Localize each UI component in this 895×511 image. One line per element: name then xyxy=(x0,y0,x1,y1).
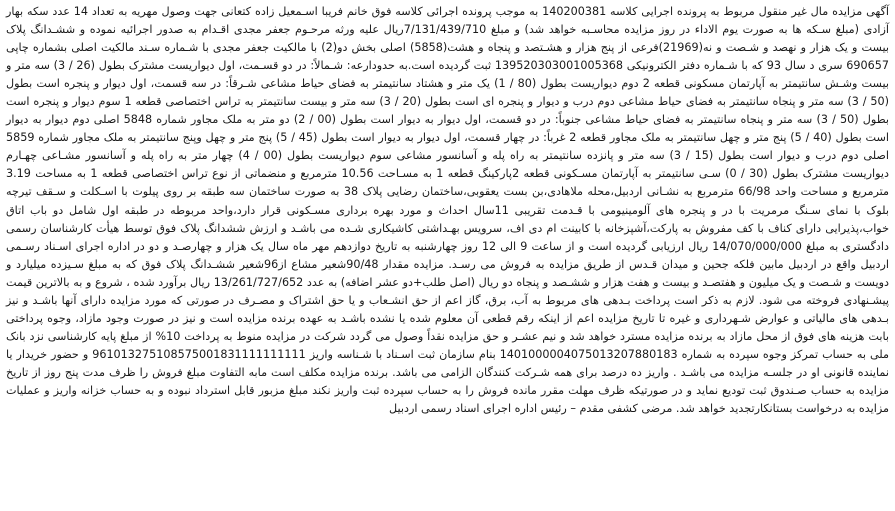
auction-notice-text: آگهی مزایده مال غیر منقول مربوط به پرونده اجرایی کلاسه 140200381 به موجب پرونده اجرائی کلاسه فوق خانم فریبا اسـمعیل زاده کتعانی جهت وصول مهریه به تعداد 14 عدد سکه بهار آزادی (مبلغ سـکه ها به صورت یوم الاداء در روز مزایده محاسـبه خواهد شد) و مبلغ 7/131/439/710ریال علیه ورثه مرحـوم جعفر مجدی اقـدام به صدور اجرائیه نموده و ششـدانگ پلاک بیست و یک هزار و نهصد و شـصت و نه(21969)فرعی از پنج هزار و هشـتصد و پنجاه و هشت(5858) اصلی بخش دو(2) با مالکیت جعفر مجدی با شـماره سـند مالکیت اصلی بشماره چاپی 690657 سری د سال 93 که با شـماره دفتر الکترونیکی 139520303001005368 ثبت گردیده است.به حدودارعه: شـمالاً: در دو قسـمت، اول دیواریست مشترک بطول (26 / 3) سه متر و بیست وشـش سانتیمتر به آپارتمان مسکونی قطعه 2 دوم دیواریست بطول (80 / 1) یک متر و هشتاد سانتیمتر به فضای حیاط مشاعی شـرقاً: در سه قسمت، اول دیوار و پنجره است بطول (50 / 3) سه متر و پنجاه سانتیمتر به فضای حیاط مشاعی دوم درب و دیوار و پنجره ای است بطول (20 / 3) سه متر و بیست سانتیمتر به تراس اختصاصی قطعه 1 سوم دیوار و پنجره است بطول (50 / 3) سه متر و پنجاه سانتیمتر به فضای حیاط مشاعی جنوباً: در دو قسمت، اول دیوار به دیوار است بطول (00 / 2) دو متر به ملک مجاور شماره 5848 اصلی دوم دیوار به دیوار است بطول (40 / 5) پنج متر و چهل سانتیمتر به ملک مجاور قطعه 2 غرباً: در چهار قسمت، اول دیوار به دیوار است بطول (45 / 5) پنج متر و چهل وپنج سانتیمتر به ملک مجاور شماره 5859 اصلی دوم درب و دیوار است بطول (15 / 3) سه متر و پانزده سانتیمتر به راه پله و آسانسور مشاعی سوم دیواریست بطول (00 / 4) چهار متر به راه پله و آسانسور مشـاعی چهـارم دیواریست مشترک بطول (30 / 0) سـی سانتیمتر به آپارتمان مسـکونی قطعه 2پارکینگ قطعه 1 به مسـاحت 10.56 مترمربع و منضماتی از نوع تراس اختصاصی قطعه 1 به مساحت 3.19 مترمربع و مساحت واحد 66/98 مترمربع به نشـانی اردبیل،محله ملاهادی،بن بست یعقوبی،ساختمان رضایی پلاک 38 به صورت ساختمان سه طبقه بر روی پیلوت با اسـکلت و سـقف تیرچه بلوک با نمای سـنگ مرمریت با در و پنجره های آلومینیومی با قـدمت تقریبی 11سال احداث و مورد بهره برداری مسـکونی قرار دارد،واحد مربوطه در طبقه اول شامل دو باب اتاق خواب،پذیرایی دارای کناف با کف مفروش به پارکت،آشپزخانه با کابینت ام دی اف، سرویس بهـداشتی کاشیکاری شـده می باشـد و ارزش ششدانگ پلاک فوق توسط هیأت کارشناسان رسمی دادگستری به مبلغ 14/070/000/000 ریال ارزیابی گردیده است و از ساعت 9 الی 12 روز چهارشنبه به تاریخ دوازدهم مهر ماه سال یک هزار و چهارصـد و دو در اداره اجرای اسـناد رسـمی اردبیل واقع در اردبیل مابین فلکه جحین و میدان قـدس از طریق مزایده به فروش می رسـد. مزایده مقدار 90/48شعیر مشاع از96شعیر ششـدانگ پلاک فوق که به مبلغ سـیزده میلیارد و دویست و شـصت و یک میلیون و هفتصـد و بیست و هفت هزار و ششـصد و پنجاه دو ریال (اصل طلب+دو عشر اضافه) به عدد 13/261/727/652 ریال برآورد شده ، شروع و به بالاترین قیمت پیشـنهادی فروخته می شود. لازم به ذکر است پرداخت بـدهی های مربوط به آب، برق، گاز اعم از حق انشـعاب و یا حق اشتراک و مصـرف در صورتی که مورد مزایده دارای آنها باشـد و نیز بـدهی های مالیاتی و عوارض شـهرداری و غیره تا تاریخ مزایده اعم از اینکه رقم قطعی آن معلوم شده یا نشده باشـد به عهده برنده مزایده است و نیز در صورت وجود مازاد، وجوه پرداختی بابت هزینه های فوق از محل مازاد به برنده مزایده مسترد خواهد شد و نیم عشـر و حق مزایده نقداً وصول می گردد شرکت در مزایده منوط به پرداخت 10% از مبلغ پایه کارشناسی نزد بانک ملی به حساب تمرکز وجوه سپرده به شماره 1401000004075013207880183 بنام سازمان ثبت اسـناد با شـناسه واریز 961013275108575001831111111111 و حضور خریدار یا نماینده قانونی او در جلسـه مزایده می باشـد . واریز ده درصد برای همه شـرکت کنندگان الزامی می باشد. برنده مزایده مکلف است مابه التفاوت مبلغ فروش را ظرف مدت پنج روز از تاریخ مزایده به حساب صـندوق ثبت تودیع نماید و در صورتیکه ظرف مهلت مقرر مانده فروش را به حساب سپرده ثبت واریز نکند مبلغ مزبور قابل استرداد نبوده و به حساب خزانه واریز و عملیات مزایده به درخواست بستانکارتجدید خواهد شد. مرضی کشفی مقدم – رئیس اداره اجرای اسناد رسمی اردبیل xyxy=(6,5,890,416)
